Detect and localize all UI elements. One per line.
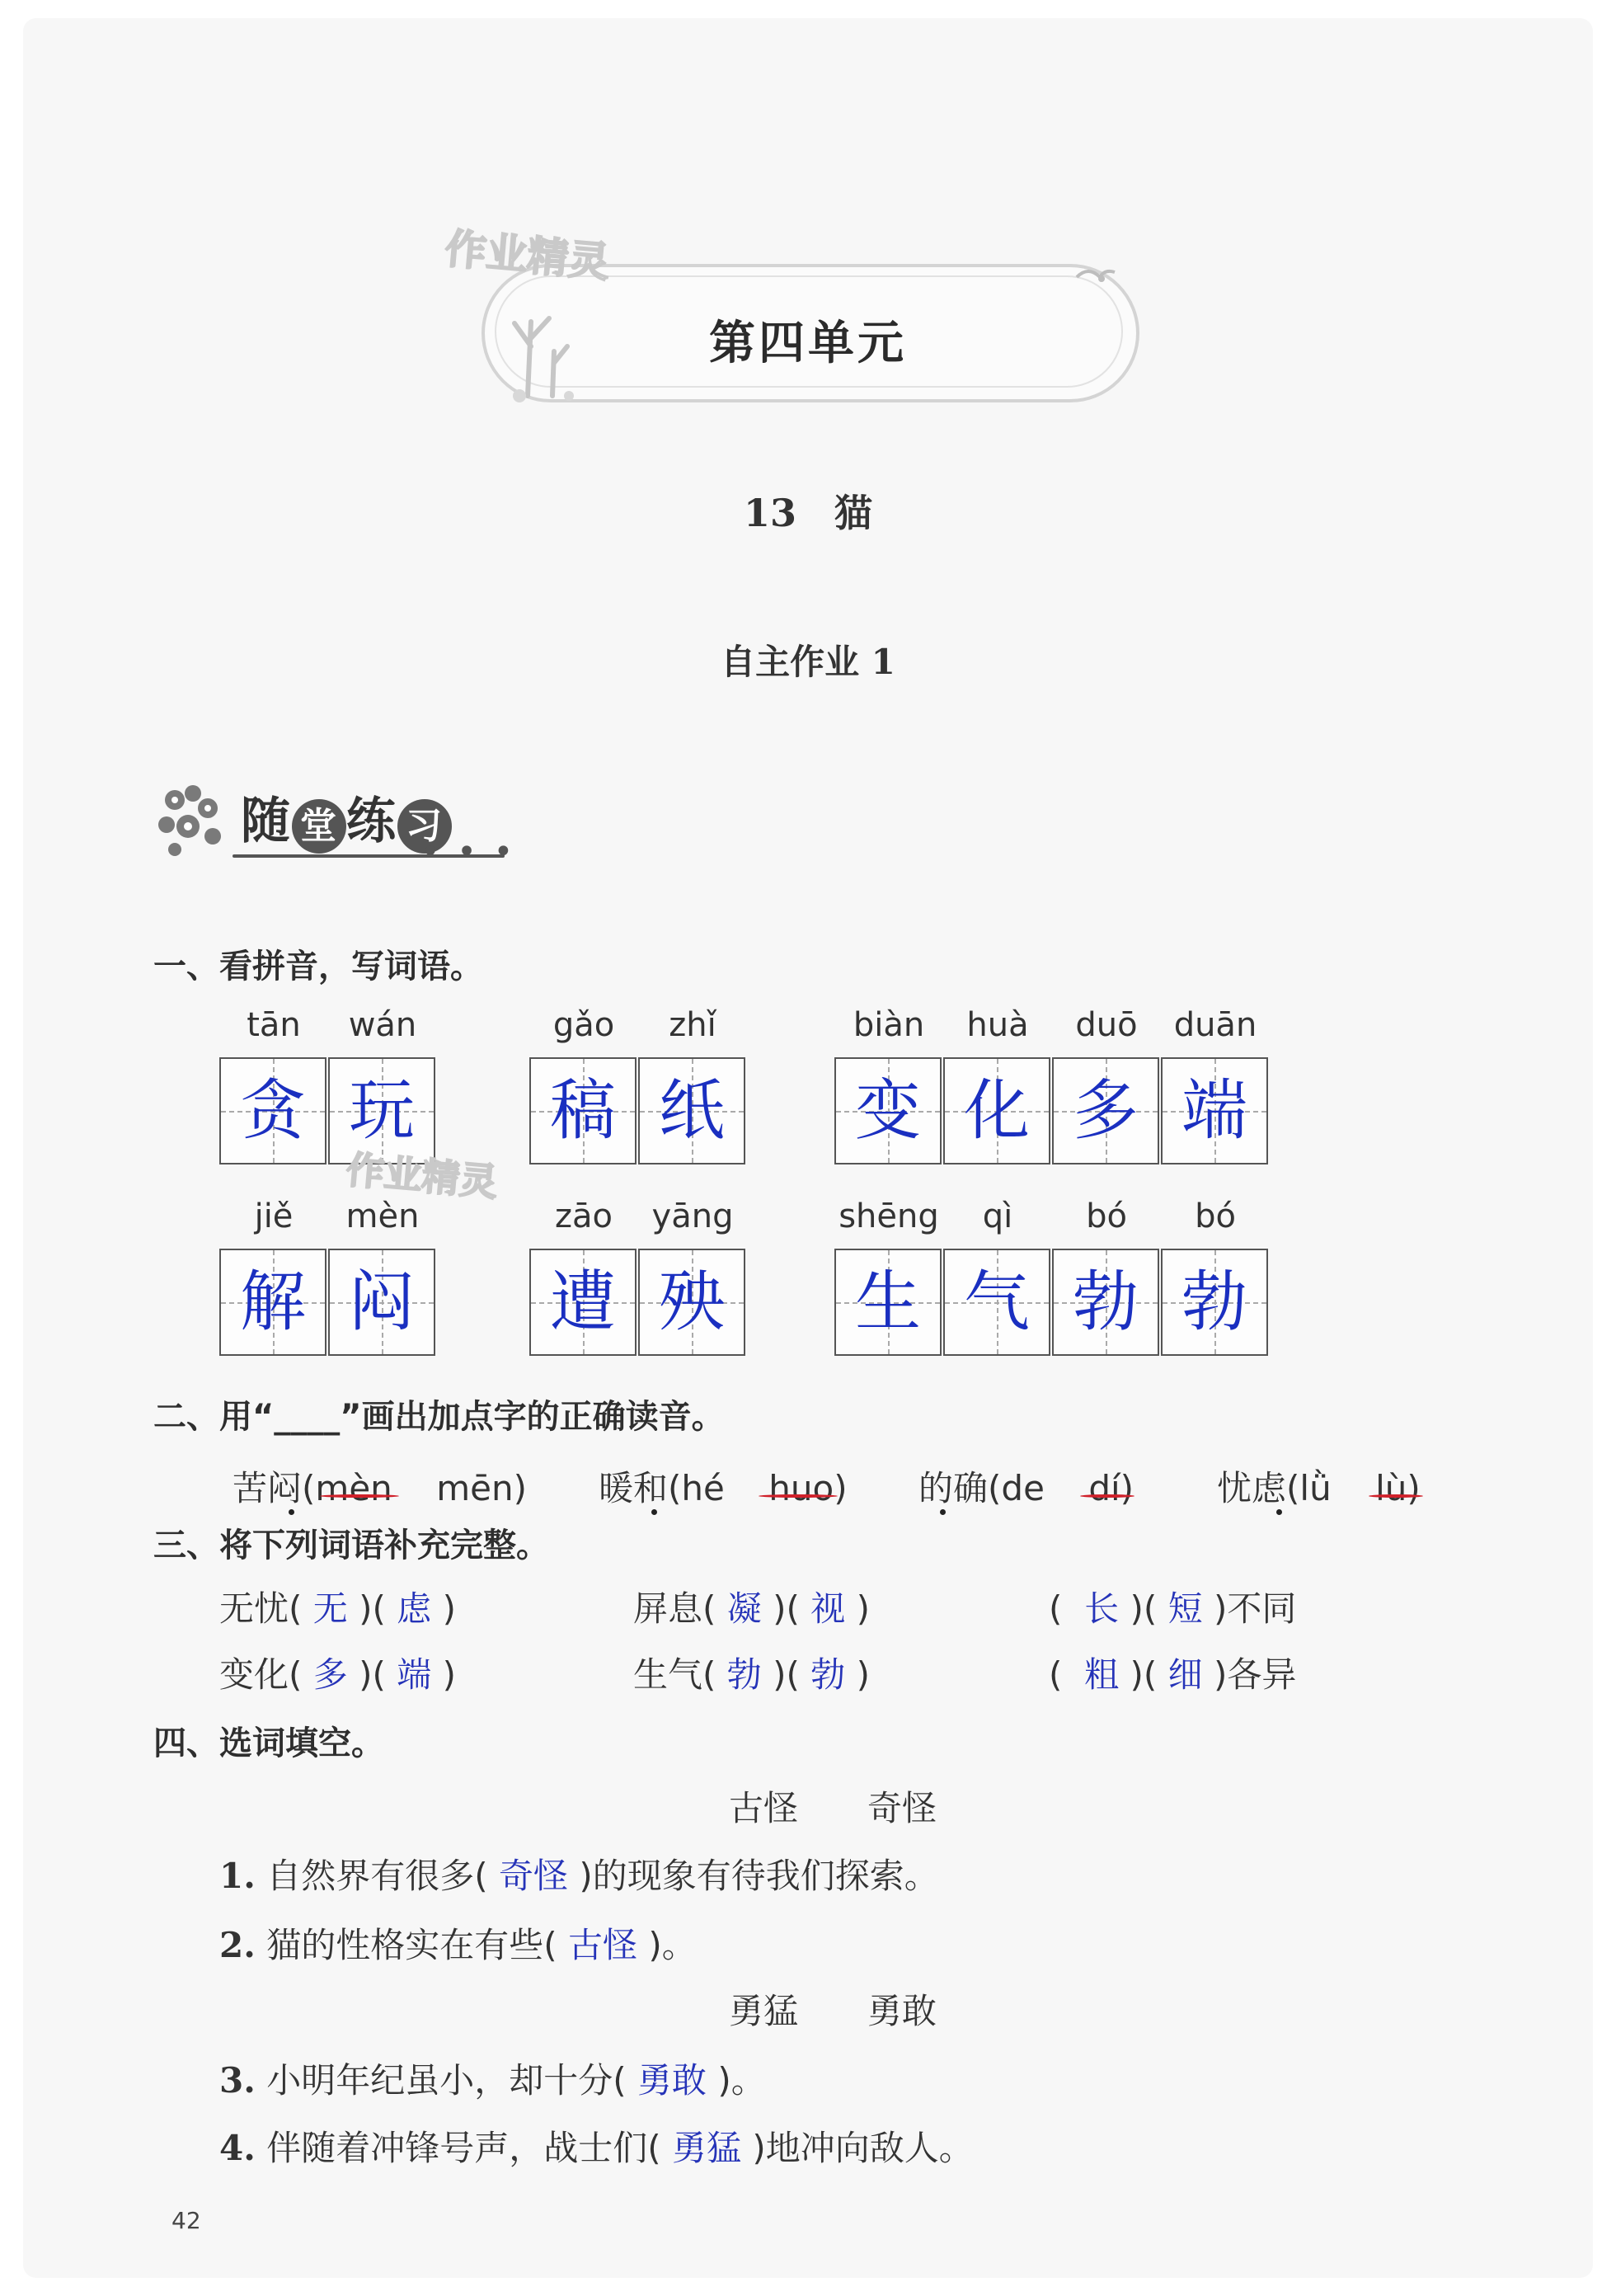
q2-item-4-close: ) bbox=[1407, 1468, 1421, 1508]
logo-dots: • • • bbox=[420, 833, 517, 871]
q3-prefix: 屏息 bbox=[633, 1588, 703, 1629]
q3-heading: 三、将下列词语补充完整。 bbox=[153, 1527, 549, 1564]
q4-item-after: )。 bbox=[717, 2060, 766, 2101]
q4-item-before: 自然界有很多( bbox=[266, 1856, 488, 1896]
writing-grid-cell bbox=[943, 1249, 1050, 1356]
q2-item-1-close: ) bbox=[513, 1468, 527, 1508]
q3-row2-item1: 变化( 多 )( 端 ) bbox=[219, 1654, 457, 1695]
handwritten-character: 勃 bbox=[1181, 1263, 1247, 1340]
pinyin-label: tān bbox=[247, 1006, 301, 1044]
answer-underline bbox=[1369, 1494, 1423, 1498]
answer-underline bbox=[759, 1494, 838, 1498]
watermark-middle: 作业精灵 bbox=[344, 1147, 500, 1205]
handwritten-character: 闷 bbox=[349, 1263, 415, 1340]
logo-char-1: 随 bbox=[241, 793, 292, 850]
q2-item-2-close: ) bbox=[834, 1468, 848, 1508]
emphasis-dot bbox=[289, 1509, 294, 1515]
q4-word-options-1: 古怪 奇怪 bbox=[729, 1788, 937, 1828]
handwritten-character: 殃 bbox=[659, 1263, 725, 1340]
writing-grid-cell bbox=[1161, 1249, 1268, 1356]
q4-item-after: )。 bbox=[648, 1925, 697, 1965]
q4-item-num: 1. bbox=[219, 1856, 256, 1896]
flower-decoration-icon bbox=[150, 775, 241, 866]
q3-row2-item3: ( 粗 )( 细 )各异 bbox=[1049, 1654, 1297, 1695]
writing-grid-cell bbox=[529, 1249, 637, 1356]
handwritten-character: 稿 bbox=[550, 1072, 616, 1149]
handwritten-character: 端 bbox=[1181, 1072, 1247, 1149]
q3-row1-item2: 屏息( 凝 )( 视 ) bbox=[633, 1588, 871, 1629]
q2-item-1-open: ( bbox=[302, 1468, 316, 1508]
q4-item-before: 猫的性格实在有些( bbox=[266, 1925, 557, 1965]
q3-prefix: 变化 bbox=[219, 1654, 289, 1695]
q2-item-3-word: 的确 bbox=[918, 1468, 989, 1508]
q4-heading: 四、选词填空。 bbox=[153, 1724, 384, 1762]
pinyin-label: qì bbox=[982, 1197, 1013, 1235]
pinyin-label: zhǐ bbox=[669, 1006, 716, 1044]
q4-item-answer: 古怪 bbox=[567, 1925, 637, 1965]
handwritten-character: 玩 bbox=[349, 1072, 415, 1149]
q3-answer: 凝 bbox=[726, 1588, 762, 1629]
q2-heading-pre: 二、用“ bbox=[153, 1398, 275, 1436]
q2-item-4-opt2: lù bbox=[1375, 1468, 1407, 1508]
emphasis-dot bbox=[651, 1509, 657, 1515]
q3-row1-item3: ( 长 )( 短 )不同 bbox=[1049, 1588, 1297, 1629]
handwritten-character: 纸 bbox=[659, 1072, 725, 1149]
q2-item-1-opt2: mēn bbox=[436, 1468, 514, 1508]
unit-title: 第四单元 bbox=[709, 317, 907, 370]
pinyin-label: bó bbox=[1086, 1197, 1127, 1235]
q2-item-3-close: ) bbox=[1120, 1468, 1134, 1508]
handwritten-character: 解 bbox=[240, 1263, 306, 1340]
q2-heading-blank: ____ bbox=[274, 1398, 341, 1436]
q2-item-4-open: ( bbox=[1286, 1468, 1300, 1508]
handwritten-character: 生 bbox=[855, 1263, 921, 1340]
handwritten-character: 气 bbox=[964, 1263, 1030, 1340]
q2-item-4-word: 忧虑 bbox=[1217, 1468, 1287, 1508]
writing-grid-cell bbox=[943, 1057, 1050, 1164]
q3-answer: 勃 bbox=[810, 1654, 846, 1695]
pinyin-label: duō bbox=[1075, 1006, 1138, 1044]
q2-item-4 bbox=[1217, 1461, 1421, 1511]
logo-char-3: 练 bbox=[346, 793, 397, 850]
writing-grid-cell bbox=[219, 1057, 326, 1164]
handwritten-character: 多 bbox=[1073, 1072, 1139, 1149]
q4-item-answer: 勇敢 bbox=[637, 2060, 707, 2101]
q4-item-after: )地冲向敌人。 bbox=[752, 2128, 974, 2168]
writing-grid-cell bbox=[529, 1057, 637, 1164]
writing-grid-cell bbox=[1052, 1057, 1159, 1164]
writing-grid-cell bbox=[834, 1057, 942, 1164]
pinyin-label: shēng bbox=[839, 1197, 939, 1235]
q4-item-1 bbox=[219, 1849, 939, 1898]
pinyin-label: gǎo bbox=[552, 1006, 615, 1044]
q4-item-2 bbox=[219, 1918, 697, 1968]
handwritten-character: 勃 bbox=[1073, 1263, 1139, 1340]
q3-suffix: 各异 bbox=[1227, 1654, 1297, 1695]
homework-title: 自主作业 1 bbox=[721, 642, 895, 682]
q4-item-num: 2. bbox=[219, 1925, 256, 1965]
lesson-number: 13 bbox=[743, 491, 796, 535]
q3-answer: 虑 bbox=[397, 1588, 432, 1629]
q3-answer: 视 bbox=[810, 1588, 846, 1629]
q3-answer: 短 bbox=[1167, 1588, 1203, 1629]
q2-item-1-opt1: mèn bbox=[315, 1468, 392, 1508]
q4-item-answer: 奇怪 bbox=[498, 1856, 568, 1896]
q2-item-2-open: ( bbox=[668, 1468, 682, 1508]
q3-prefix: 生气 bbox=[633, 1654, 703, 1695]
q3-answer: 端 bbox=[397, 1654, 432, 1695]
emphasis-dot bbox=[940, 1509, 946, 1515]
q4-word-options-2: 勇猛 勇敢 bbox=[729, 1991, 937, 2031]
q4-item-before: 小明年纪虽小，却十分( bbox=[266, 2060, 627, 2101]
writing-grid-cell bbox=[834, 1249, 942, 1356]
q2-item-3-opt1: de bbox=[1001, 1468, 1045, 1508]
q2-item-2-word: 暖和 bbox=[599, 1468, 669, 1508]
pinyin-label: mèn bbox=[345, 1197, 420, 1235]
q3-answer: 多 bbox=[312, 1654, 348, 1695]
q2-heading-post: ”画出加点字的正确读音。 bbox=[340, 1398, 725, 1436]
q4-item-num: 3. bbox=[219, 2060, 256, 2101]
q3-answer: 粗 bbox=[1084, 1654, 1120, 1695]
pinyin-label: yāng bbox=[651, 1197, 734, 1235]
q3-answer: 无 bbox=[312, 1588, 348, 1629]
lesson-name: 猫 bbox=[834, 491, 872, 535]
handwritten-character: 遭 bbox=[550, 1263, 616, 1340]
q2-item-2 bbox=[599, 1461, 848, 1511]
bird-decoration-icon bbox=[1072, 261, 1121, 294]
q4-item-before: 伴随着冲锋号声，战士们( bbox=[266, 2128, 661, 2168]
writing-grid-cell bbox=[328, 1057, 435, 1164]
q1-heading: 一、看拼音，写词语。 bbox=[153, 948, 483, 986]
q4-item-answer: 勇猛 bbox=[671, 2128, 741, 2168]
q3-answer: 勃 bbox=[726, 1654, 762, 1695]
q2-item-1 bbox=[233, 1461, 527, 1511]
logo-char-2: 堂 bbox=[292, 799, 346, 854]
q3-prefix: 无忧 bbox=[219, 1588, 289, 1629]
watermark-top: 作业精灵 bbox=[443, 224, 612, 287]
writing-grid-cell bbox=[328, 1249, 435, 1356]
writing-grid-cell bbox=[1161, 1057, 1268, 1164]
pinyin-label: jiě bbox=[254, 1197, 294, 1235]
q3-row1-item1: 无忧( 无 )( 虑 ) bbox=[219, 1588, 457, 1629]
q2-item-3-opt2: dí bbox=[1088, 1468, 1120, 1508]
q3-answer: 长 bbox=[1084, 1588, 1120, 1629]
q2-heading bbox=[153, 1390, 725, 1437]
q4-item-after: )的现象有待我们探索。 bbox=[579, 1856, 939, 1896]
q4-item-num: 4. bbox=[219, 2128, 256, 2168]
writing-grid-cell bbox=[638, 1249, 745, 1356]
pinyin-label: huà bbox=[966, 1006, 1029, 1044]
lesson-title bbox=[0, 483, 1616, 538]
pinyin-label: biàn bbox=[853, 1006, 925, 1044]
q2-item-3-open: ( bbox=[988, 1468, 1002, 1508]
emphasis-dot bbox=[1276, 1509, 1282, 1515]
answer-underline bbox=[320, 1494, 399, 1498]
pinyin-label: duān bbox=[1173, 1006, 1257, 1044]
page-number: 42 bbox=[171, 2207, 201, 2234]
writing-grid-cell bbox=[1052, 1249, 1159, 1356]
q2-item-2-opt1: hé bbox=[681, 1468, 725, 1508]
pinyin-label: zāo bbox=[555, 1197, 613, 1235]
writing-grid-cell bbox=[638, 1057, 745, 1164]
q4-item-3 bbox=[219, 2054, 766, 2103]
q3-row2-item2: 生气( 勃 )( 勃 ) bbox=[633, 1654, 871, 1695]
q3-suffix: 不同 bbox=[1227, 1588, 1297, 1629]
pinyin-label: wán bbox=[348, 1006, 417, 1044]
writing-grid-cell bbox=[219, 1249, 326, 1356]
q2-item-4-opt1: lǜ bbox=[1299, 1468, 1332, 1508]
logo-char-4: 习 bbox=[397, 799, 452, 854]
handwritten-character: 变 bbox=[855, 1072, 921, 1149]
handwritten-character: 贪 bbox=[240, 1072, 306, 1149]
q4-item-4 bbox=[219, 2121, 974, 2171]
answer-underline bbox=[1080, 1494, 1134, 1498]
pinyin-label: bó bbox=[1195, 1197, 1236, 1235]
handwritten-character: 化 bbox=[964, 1072, 1030, 1149]
q2-item-1-word: 苦闷 bbox=[233, 1468, 303, 1508]
q2-item-2-opt2: huo bbox=[768, 1468, 834, 1508]
q3-answer: 细 bbox=[1167, 1654, 1203, 1695]
q2-item-3 bbox=[918, 1461, 1134, 1511]
